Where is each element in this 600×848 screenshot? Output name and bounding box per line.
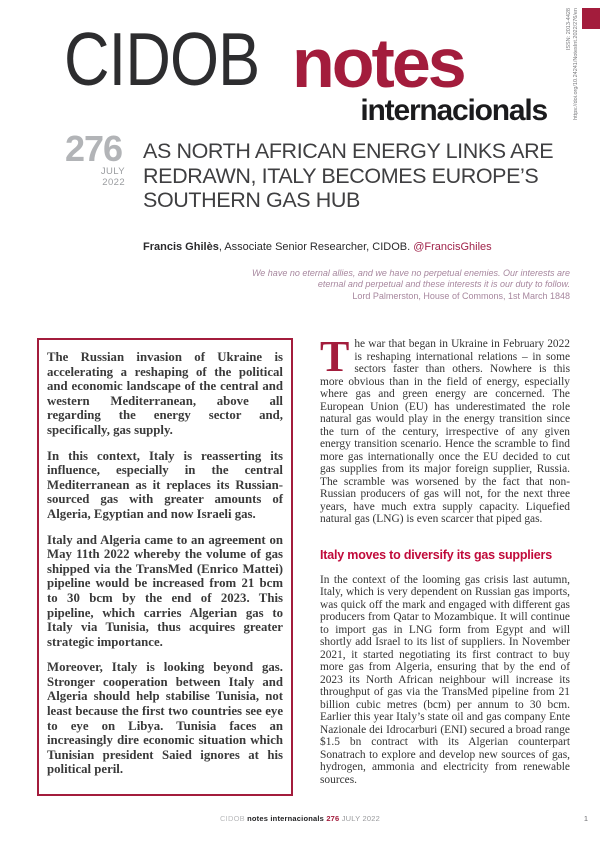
article-opening-text: he war that began in Ukraine in February 2022 is reshaping international relations – in some sectors faster than others. Nowhere is this more obvious than in the field of energy, especially where gas and green energy are concerned. The European Union (EU) has underestimated the role natural gas would play in the energy transition since the turn of the century, irrespective of any given energy transition scenario. Hence the scramble to find more gas internationally once the EU decided to cut gas supplies from its major foreign supplier, Russia. The scramble was worsened by the fact that non-Russian producers of gas will not, for the next three years, have much extra supply capacity. Liquefied natural gas (LNG) is even scarcer that piped gas. xyxy=(320,338,570,525)
issue-number: 276 xyxy=(65,128,123,169)
epigraph-attribution: Lord Palmerston, House of Commons, 1st March 1848 xyxy=(352,290,570,301)
author-name: Francis Ghilès xyxy=(143,241,219,253)
summary-paragraph: Moreover, Italy is looking beyond gas. Stronger cooperation between Italy and Algeria should help stabilise Tunisia, not least because the first two countries see eye to eye on Libya. Tunisia faces an increasingly dire economic situation which Tunisian president Saied ignores at his political peril. xyxy=(47,660,283,777)
drop-cap: T xyxy=(320,332,350,381)
footer-issue-number: 276 xyxy=(326,814,342,823)
article-paragraph: In the context of the looming gas crisis last autumn, Italy, which is very dependent on Russian gas imports, was quick off the mark and engaged with different gas producers from Qatar to Mozambique. It will continue to import gas in LNG form from Egypt and will shortly add Israel to its list of suppliers. In November 2021, it started negotiating its first contract to buy more gas from Algeria, ensuring that by the end of 2023 its North African neighbour will increase its throughput of gas via the TransMed pipeline from 21 billion cubic metres (bcm) per annum to 30 bcm. Earlier this year Italy’s state oil and gas company Ente Nazionale dei Idrocarburi (ENI) secured a broad range $1.5 bn contract with its Algerian counterpart Sonatrach to explore and develop new sources of gas, hydrogen, ammonia and electricity from renewable sources. xyxy=(320,573,570,786)
brand-notes: notes xyxy=(292,24,464,102)
issue-month: JULY xyxy=(100,166,125,177)
summary-box xyxy=(37,338,293,796)
issn-label: ISSN: 2013-4428 xyxy=(566,8,572,51)
epigraph-text: We have no eternal allies, and we have no perpetual enemies. Our interests are eternal and perpetual and these interests it is our duty to follow. xyxy=(251,268,570,289)
side-metadata xyxy=(566,8,580,132)
brand-subtitle: internacionals xyxy=(360,94,547,127)
corner-accent-square xyxy=(582,8,600,29)
footer-date: JULY 2022 xyxy=(341,814,380,823)
title-line-3: SOUTHERN GAS HUB xyxy=(143,188,360,212)
brand-cidob: CIDOB xyxy=(64,17,260,101)
summary-paragraph: Italy and Algeria came to an agreement on May 11th 2022 whereby the volume of gas shipped via the TransMed (Enrico Mattei) pipeline would be increased from 21 bcm to 30 bcm by the end of 2023. This pipeline, which carries Algerian gas to Italy via Tunisia, thus acquires greater strategic importance. xyxy=(47,532,283,649)
footer-brand: CIDOB xyxy=(220,814,248,823)
summary-paragraph: The Russian invasion of Ukraine is accelerating a reshaping of the political and economic landscape of the central and western Mediterranean, above all regarding the energy sector and, specifically, gas supply. xyxy=(47,350,283,437)
author-twitter-handle[interactable]: @FrancisGhiles xyxy=(413,241,492,253)
title-line-2: REDRAWN, ITALY BECOMES EUROPE’S xyxy=(143,163,539,188)
article-column xyxy=(320,332,570,786)
author-affiliation: , Associate Senior Researcher, CIDOB. xyxy=(218,241,414,253)
epigraph xyxy=(240,268,570,301)
summary-paragraph: In this context, Italy is reasserting its influence, especially in the central Mediterranean as it replaces its Russian-sourced gas with greater amounts of Algeria, Egyptian and now Israeli gas. xyxy=(47,448,283,521)
author-line xyxy=(143,241,492,254)
article-opening-paragraph xyxy=(320,332,570,526)
footer-publication: notes internacionals xyxy=(247,814,327,823)
title-line-1: AS NORTH AFRICAN ENERGY LINKS ARE xyxy=(143,139,554,163)
doi-link[interactable]: https://doi.org/10.24241/NotesInt.2022/276/en xyxy=(573,8,579,120)
body-columns xyxy=(37,332,570,796)
page-title xyxy=(143,139,553,213)
footer xyxy=(0,814,600,823)
issue-year: 2022 xyxy=(102,177,125,188)
issue-date xyxy=(65,166,125,188)
page-number: 1 xyxy=(583,814,588,823)
section-heading: Italy moves to diversify its gas suppliers xyxy=(320,547,552,562)
